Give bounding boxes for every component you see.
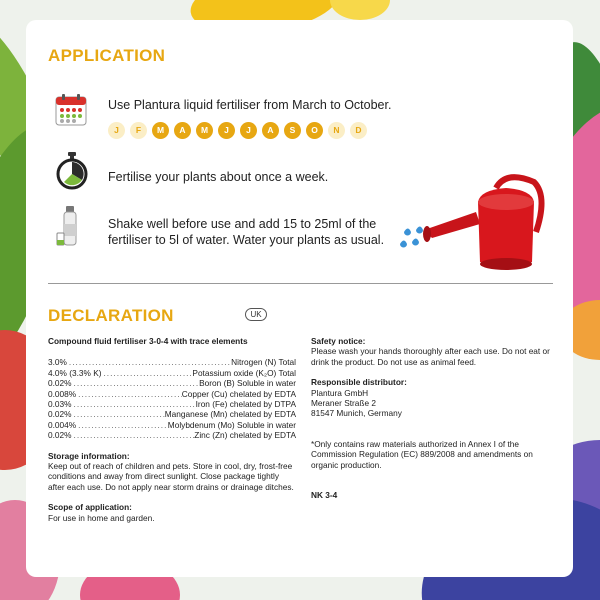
- composition-percent: 4.0% (3.3% K): [48, 367, 102, 378]
- composition-row: [48, 430, 296, 440]
- composition-percent: 0.008%: [48, 388, 77, 399]
- month-7: J: [240, 122, 257, 139]
- month-1: J: [108, 122, 125, 139]
- composition-name: Manganese (Mn) chelated by EDTA: [164, 409, 296, 420]
- composition-percent: 3.0%: [48, 357, 67, 368]
- month-4: A: [174, 122, 191, 139]
- composition-name: Zinc (Zn) chelated by EDTA: [194, 430, 296, 441]
- month-3: M: [152, 122, 169, 139]
- application-heading: APPLICATION: [48, 46, 166, 65]
- safety-title: Safety notice:: [311, 336, 366, 346]
- compound-title: Compound fluid fertiliser 3-0-4 with trace elements: [48, 336, 248, 346]
- composition-percent: 0.02%: [48, 378, 72, 389]
- composition-percent: 0.004%: [48, 419, 77, 430]
- scope-title: Scope of application:: [48, 502, 132, 513]
- frequency-text: Fertilise your plants about once a week.: [108, 170, 329, 184]
- composition-name: Boron (B) Soluble in water: [199, 378, 296, 389]
- composition-percent: 0.02%: [48, 430, 72, 441]
- composition-row: [48, 420, 296, 430]
- composition-name: Potassium oxide (K₂O) Total: [192, 367, 296, 378]
- composition-name: Molybdenum (Mo) Soluble in water: [167, 419, 296, 430]
- watering-can-icon: [396, 172, 546, 282]
- leader-dots: [72, 399, 196, 409]
- month-6: J: [218, 122, 235, 139]
- composition-row: [48, 368, 296, 378]
- distributor-title: Responsible distributor:: [311, 377, 407, 388]
- composition-name: Iron (Fe) chelated by DTPA: [195, 399, 296, 410]
- composition-row: [48, 378, 296, 388]
- safety-text: Please wash your hands thoroughly after each use. Do not eat or drink the product. Do not use as animal feed.: [311, 346, 550, 367]
- leader-dots: [102, 368, 193, 378]
- scope-text: For use in home and garden.: [48, 512, 155, 523]
- leader-dots: [72, 430, 195, 440]
- storage-text: Keep out of reach of children and pets. Store in cool, dry, frost-free conditions and away from direct sunlight. Close package tightly after each use. Do not apply near storm drains or drainage ditches.: [48, 461, 294, 492]
- distributor-city: 81547 Munich, Germany: [311, 408, 402, 419]
- month-9: S: [284, 122, 301, 139]
- composition-percent: 0.02%: [48, 409, 72, 420]
- composition-row: [48, 409, 296, 419]
- bottle-icon: [56, 206, 86, 246]
- leader-dots: [76, 389, 182, 399]
- leader-dots: [72, 378, 200, 388]
- notice-column: [311, 336, 559, 510]
- info-card: [26, 20, 573, 577]
- nk-code: NK 3-4: [311, 490, 338, 501]
- composition-percent: 0.03%: [48, 399, 72, 410]
- month-12: D: [350, 122, 367, 139]
- fertiliser-period-text: Use Plantura liquid fertiliser from March to October.: [108, 98, 392, 112]
- footnote-text: *Only contains raw materials authorized in Annex I of the Commission Regulation (EC) 889/2008 and amendments on organic production.: [311, 438, 533, 470]
- stopwatch-icon: [54, 152, 90, 190]
- month-2: F: [130, 122, 147, 139]
- calendar-icon: [54, 93, 88, 127]
- composition-name: Nitrogen (N) Total: [231, 357, 296, 368]
- composition-row: [48, 389, 296, 399]
- distributor-name: Plantura GmbH: [311, 387, 369, 398]
- declaration-heading: DECLARATION: [48, 306, 174, 325]
- composition-list: [48, 357, 296, 440]
- month-11: N: [328, 122, 345, 139]
- month-indicator: [108, 122, 367, 139]
- month-8: A: [262, 122, 279, 139]
- background-flower: [330, 0, 390, 20]
- month-10: O: [306, 122, 323, 139]
- distributor-street: Meraner Straße 2: [311, 398, 377, 409]
- composition-row: [48, 399, 296, 409]
- section-divider: [48, 283, 553, 284]
- composition-column: [48, 336, 296, 523]
- uk-badge: UK: [245, 308, 267, 321]
- leader-dots: [67, 357, 231, 367]
- composition-row: [48, 357, 296, 367]
- month-5: M: [196, 122, 213, 139]
- composition-name: Copper (Cu) chelated by EDTA: [181, 388, 296, 399]
- storage-title: Storage information:: [48, 450, 130, 461]
- dosage-text: Shake well before use and add 15 to 25ml of the fertiliser to 5l of water. Water your plants as usual.: [108, 217, 385, 247]
- leader-dots: [76, 420, 168, 430]
- leader-dots: [72, 409, 165, 419]
